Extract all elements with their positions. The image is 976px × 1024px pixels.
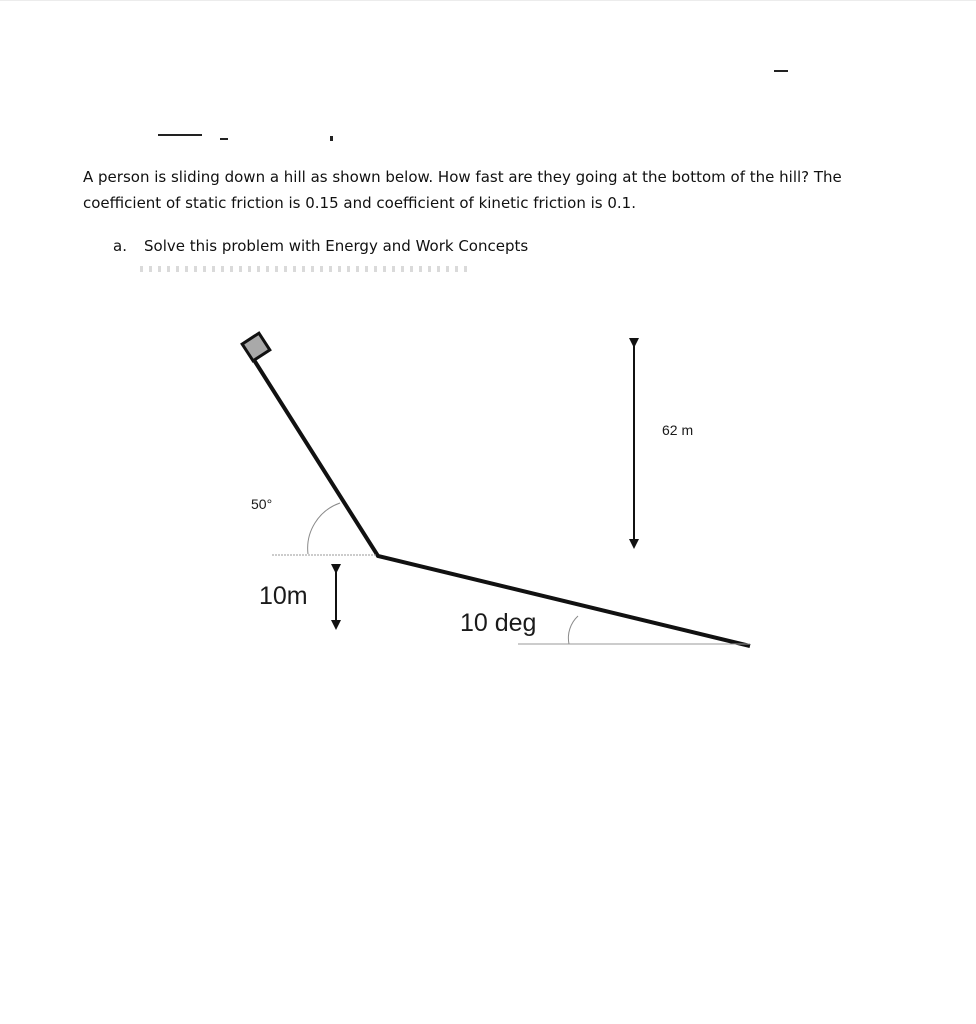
upper-angle-label: 50° <box>251 496 273 512</box>
subpart-marker: a. <box>113 237 127 255</box>
hill-profile <box>254 360 750 646</box>
height-10m-label: 10m <box>259 582 308 610</box>
lower-angle-label: 10 deg <box>460 609 537 637</box>
subpart-text: Solve this problem with Energy and Work Concepts <box>144 237 529 255</box>
lower-angle-arc <box>568 616 578 644</box>
problem-line-2: coefficient of static friction is 0.15 and coefficient of kinetic friction is 0.1. <box>83 194 636 212</box>
sliding-person-block <box>242 333 270 361</box>
problem-line-1: A person is sliding down a hill as shown below. How fast are they going at the bottom of the hill? The <box>83 168 842 186</box>
upper-angle-arc <box>308 503 340 554</box>
height-62m-label: 62 m <box>662 422 694 438</box>
